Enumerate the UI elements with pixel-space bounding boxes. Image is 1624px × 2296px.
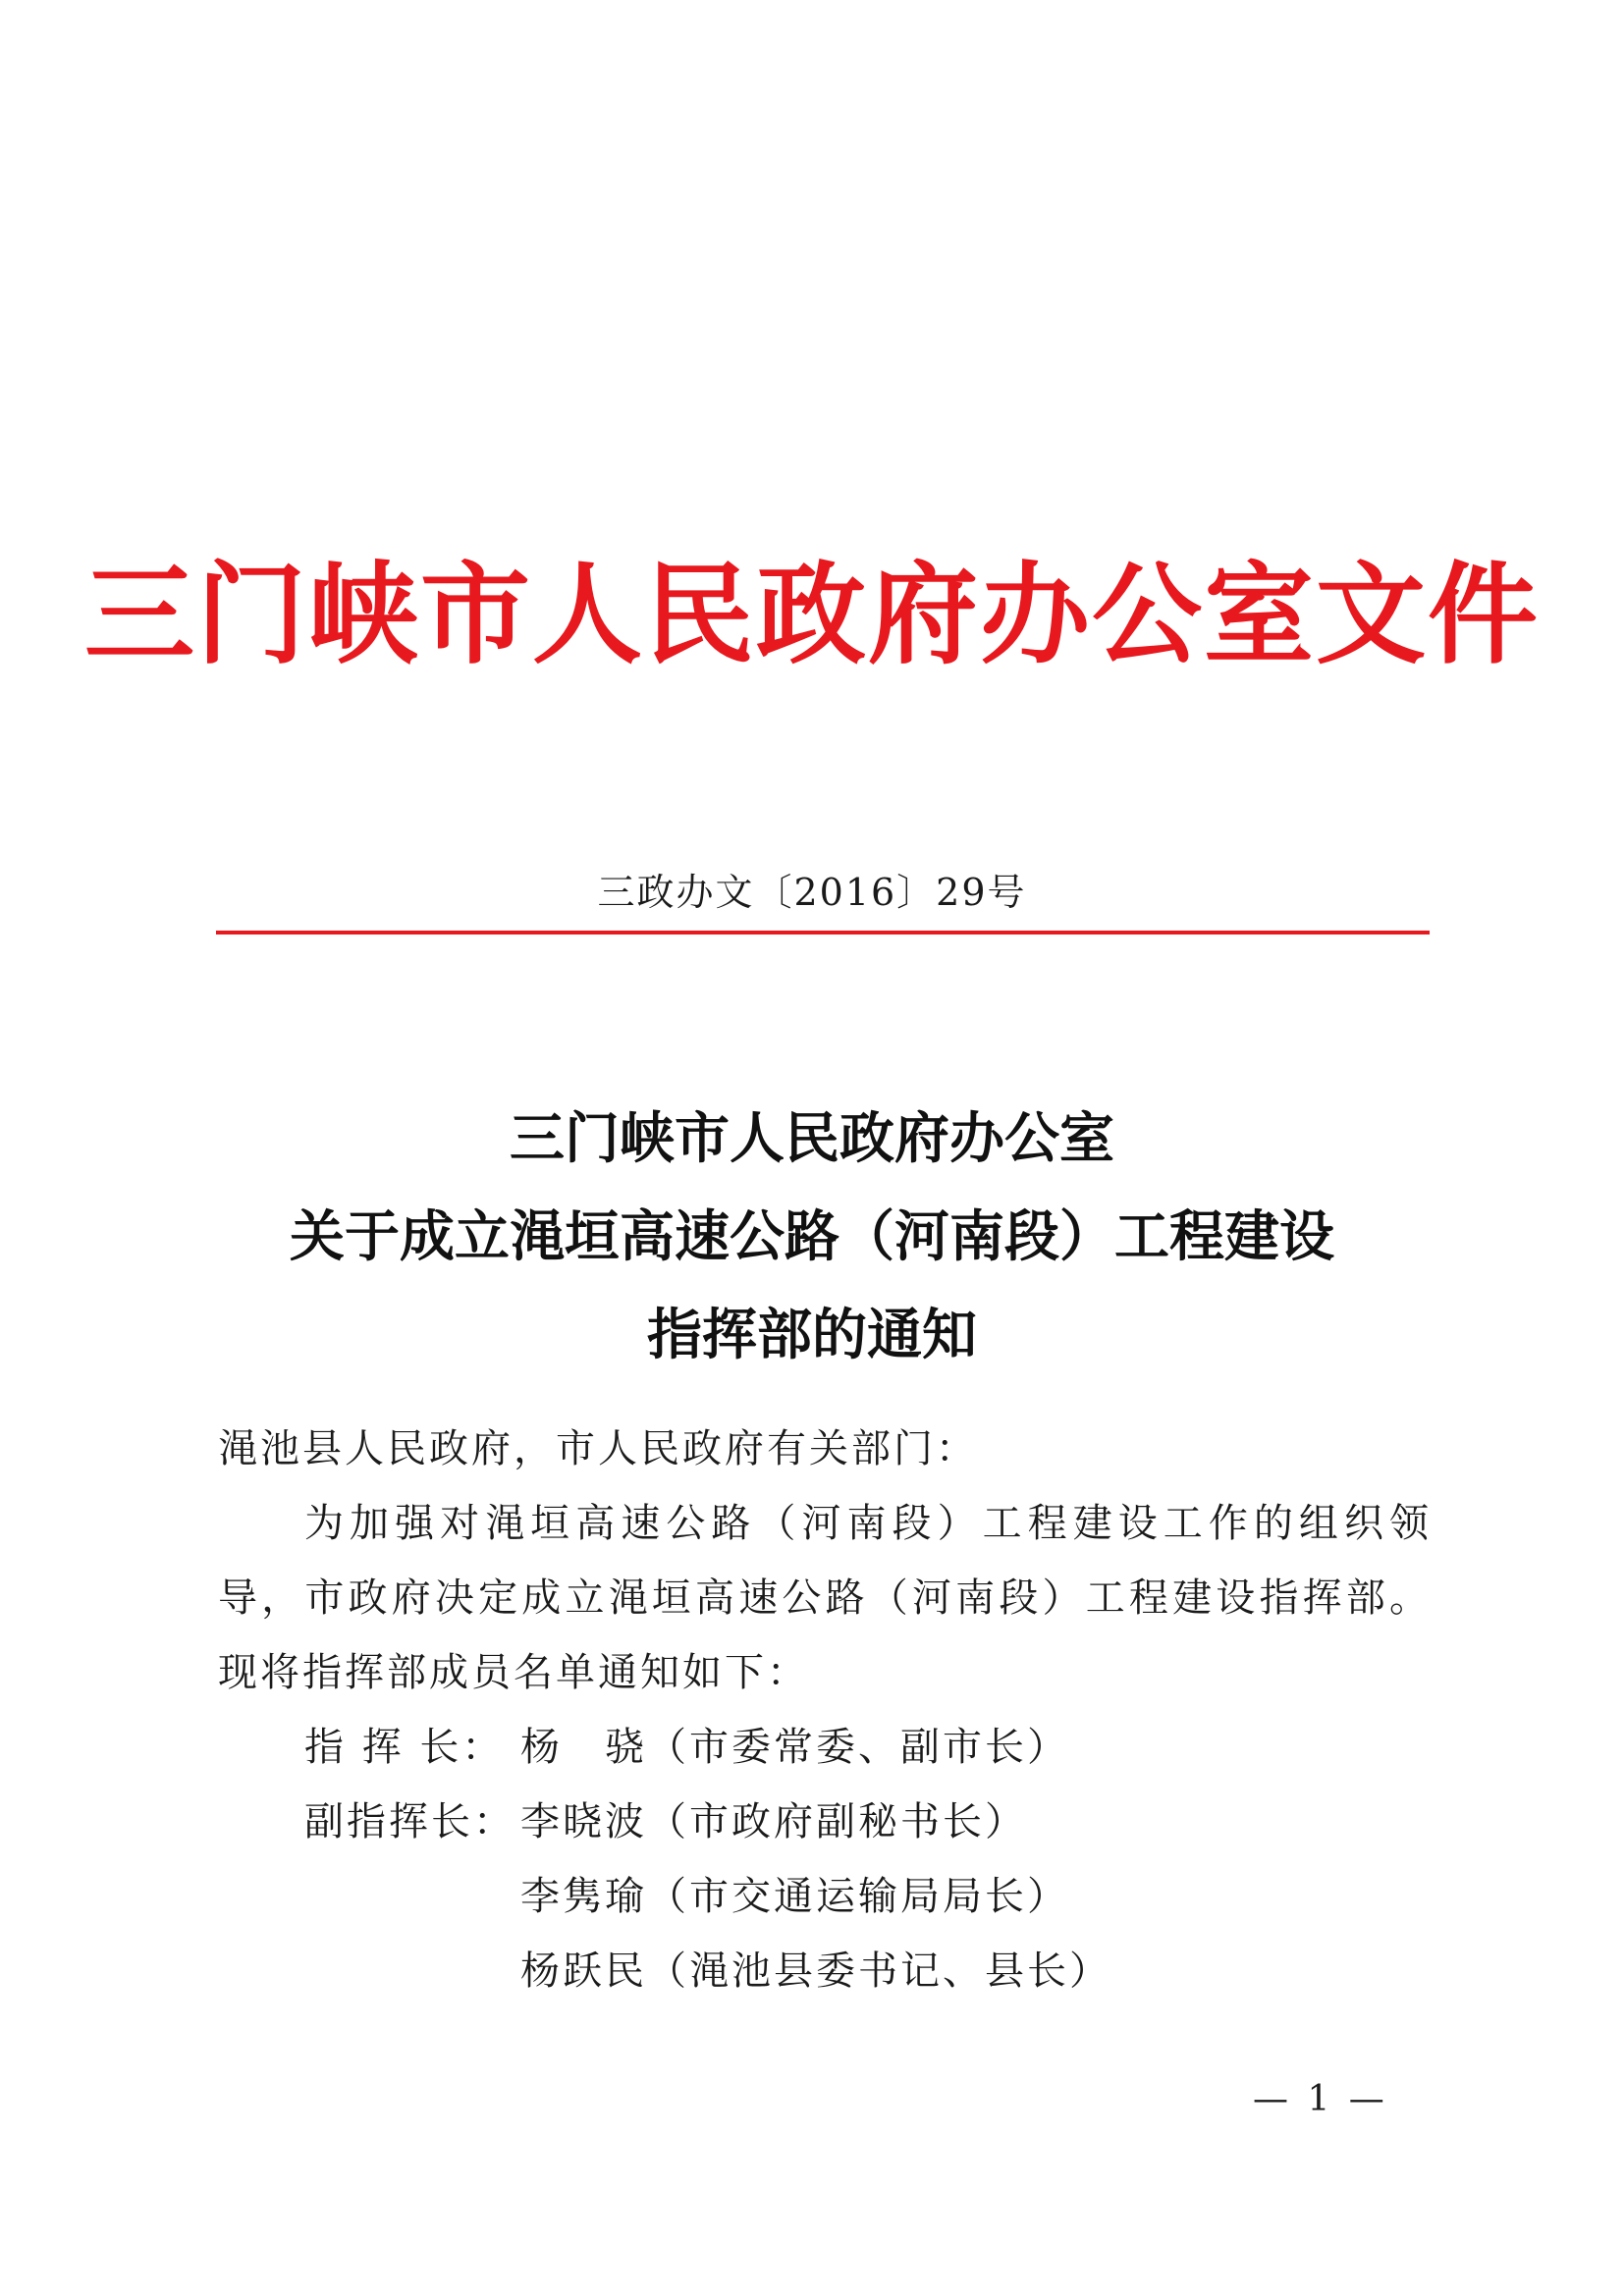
document-number: 三政办文〔2016〕29号 bbox=[597, 871, 1027, 914]
document-title bbox=[0, 1090, 1624, 1384]
deputy-name: 杨跃民（渑池县委书记、县长） bbox=[520, 1949, 1111, 1994]
deputy-name: 李晓波（市政府副秘书长） bbox=[520, 1799, 1027, 1844]
deputy-label: 副指挥长： bbox=[304, 1799, 515, 1844]
commander-label: 指 挥 长： bbox=[304, 1725, 505, 1770]
salutation: 渑池县人民政府，市人民政府有关部门： bbox=[218, 1426, 978, 1471]
red-divider-rule bbox=[216, 931, 1430, 934]
title-line-1: 三门峡市人民政府办公室 bbox=[510, 1106, 1114, 1171]
member-row-deputy-1 bbox=[218, 1785, 1432, 1859]
member-row-commander bbox=[218, 1710, 1432, 1785]
title-line-3: 指挥部的通知 bbox=[647, 1303, 977, 1367]
member-row-deputy-2 bbox=[218, 1859, 1432, 1934]
page-number: — 1 — bbox=[1253, 2079, 1388, 2119]
body-paragraph: 为加强对渑垣高速公路（河南段）工程建设工作的组织领导，市政府决定成立渑垣高速公路（河南段）工程建设指挥部。现将指挥部成员名单通知如下： bbox=[218, 1501, 1432, 1695]
deputy-name: 李隽瑜（市交通运输局局长） bbox=[520, 1874, 1069, 1919]
document-body bbox=[218, 1412, 1432, 2008]
commander-name: 杨 骁（市委常委、副市长） bbox=[520, 1725, 1069, 1770]
title-line-2: 关于成立渑垣高速公路（河南段）工程建设 bbox=[290, 1204, 1334, 1269]
document-masthead: 三门峡市人民政府办公室文件 bbox=[84, 551, 1540, 679]
member-row-deputy-3 bbox=[218, 1934, 1432, 2008]
